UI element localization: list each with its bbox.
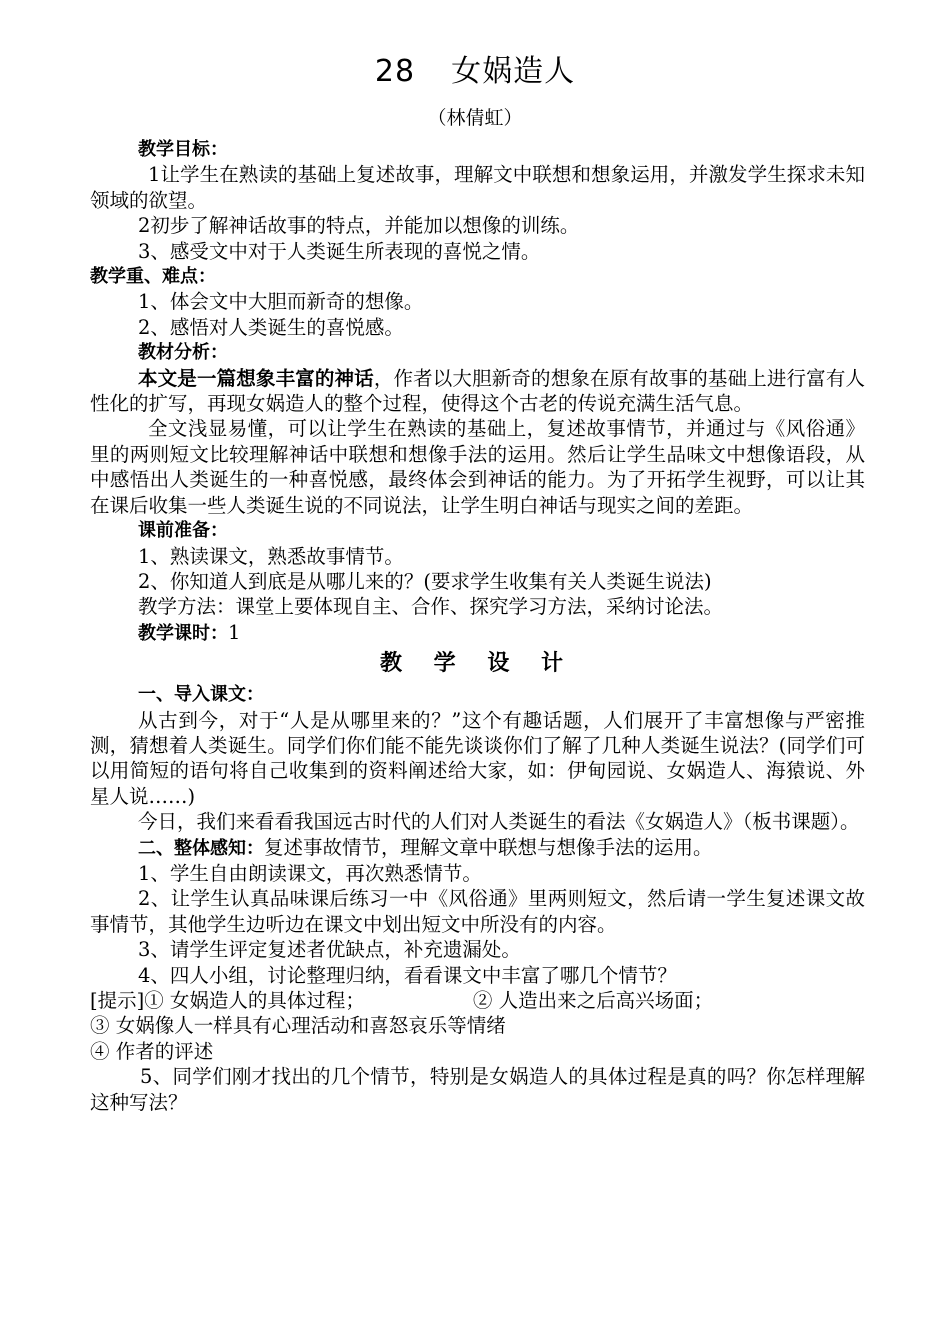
key-points-heading: 教学重、难点： bbox=[90, 266, 216, 288]
tip-label: [提示] bbox=[90, 989, 145, 1012]
goals-heading: 教学目标： bbox=[138, 139, 228, 160]
teaching-hours-label: 教学课时： bbox=[138, 622, 228, 644]
tips-line bbox=[90, 988, 865, 1013]
part2-item: 2、让学生认真品味课后练习一中《风俗通》里两则短文，然后请一学生复述课文故事情节，其他学生边听边在课文中划出短文中所没有的内容。 bbox=[90, 887, 865, 936]
analysis-paragraph bbox=[90, 366, 865, 417]
lesson-title-text: 女娲造人 bbox=[451, 54, 576, 89]
tip-item: ② 人造出来之后高兴场面； bbox=[472, 989, 714, 1012]
preparation-heading: 课前准备： bbox=[138, 520, 228, 542]
key-point-item: 2、感悟对人类诞生的喜悦感。 bbox=[138, 315, 404, 339]
part1-heading: 一、导入课文： bbox=[138, 684, 264, 706]
tip-item: ③ 女娲像人一样具有心理活动和喜怒哀乐等情绪 bbox=[90, 1014, 506, 1038]
key-point-item: 1、体会文中大胆而新奇的想像。 bbox=[138, 290, 424, 314]
part2-heading-rest: 复述事故情节，理解文章中联想与想像手法的运用。 bbox=[264, 835, 713, 859]
design-heading: 教 学 设 计 bbox=[380, 651, 575, 677]
tip-item: ① 女娲造人的具体过程； bbox=[144, 989, 365, 1012]
author-line: （林倩虹） bbox=[427, 107, 523, 129]
part1-paragraph: 今日，我们来看看我国远古时代的人们对人类诞生的看法《女娲造人》（板书课题）。 bbox=[138, 810, 860, 834]
part2-item: 4、四人小组，讨论整理归纳，看看课文中丰富了哪几个情节？ bbox=[138, 963, 677, 987]
analysis-heading: 教材分析： bbox=[138, 342, 228, 364]
part1-paragraph: 从古到今，对于“人是从哪里来的？”这个有趣话题，人们展开了丰富想像与严密推测，猜想着人类诞生。同学们你们能不能先谈谈你们了解了几种人类诞生说法？(同学们可以用简短的语句将自己收集到的资料阐述给大家，如：伊甸园说、女娲造人、海猿说、外星人说……) bbox=[90, 708, 865, 808]
teaching-hours bbox=[90, 620, 865, 646]
part2-item: 5、同学们刚才找出的几个情节，特别是女娲造人的具体过程是真的吗？你怎样理解这种写法？ bbox=[90, 1065, 865, 1114]
goal-item: 3、感受文中对于人类诞生所表现的喜悦之情。 bbox=[138, 239, 541, 263]
lesson-number: 28 bbox=[374, 54, 416, 89]
part2-heading: 二、整体感知： bbox=[138, 837, 264, 859]
analysis-bold-lead: 本文是一篇想象丰富的神话 bbox=[138, 366, 374, 390]
analysis-paragraph: 全文浅显易懂，可以让学生在熟读的基础上，复述故事情节，并通过与《风俗通》里的两则短文比较理解神话中联想和想像手法的运用。然后让学生品味文中想像语段，从中感悟出人类诞生的一种喜悦感，最终体会到神话的能力。为了开拓学生视野，可以让其在课后收集一些人类诞生说的不同说法，让学生明白神话与现实之间的差距。 bbox=[90, 417, 865, 517]
lesson-title bbox=[0, 52, 950, 92]
lesson-body bbox=[90, 137, 865, 1115]
preparation-item: 1、熟读课文，熟悉故事情节。 bbox=[138, 544, 404, 568]
part2-item: 3、请学生评定复述者优缺点，补充遗漏处。 bbox=[138, 938, 521, 962]
part2-heading-line bbox=[90, 835, 865, 861]
part2-item: 1、学生自由朗读课文，再次熟悉情节。 bbox=[138, 861, 482, 885]
tip-item: ④ 作者的评述 bbox=[90, 1039, 214, 1063]
analysis-para1-rest: ，作者以大胆新奇的想象在原有故事的基础上进行富有人性化的扩写，再现女娲造人的整个过程，使得这个古老的传说充满生活气息。 bbox=[90, 366, 865, 416]
teaching-hours-value: 1 bbox=[228, 620, 241, 644]
preparation-item: 2、你知道人到底是从哪儿来的？(要求学生收集有关人类诞生说法) bbox=[138, 569, 712, 593]
goal-item: 2初步了解神话故事的特点，并能加以想像的训练。 bbox=[138, 214, 580, 238]
goal-item: 1让学生在熟读的基础上复述故事，理解文中联想和想象运用，并激发学生探求未知领域的欲望。 bbox=[90, 163, 865, 212]
teaching-method: 教学方法：课堂上要体现自主、合作、探究学习方法，采纳讨论法。 bbox=[138, 595, 724, 619]
